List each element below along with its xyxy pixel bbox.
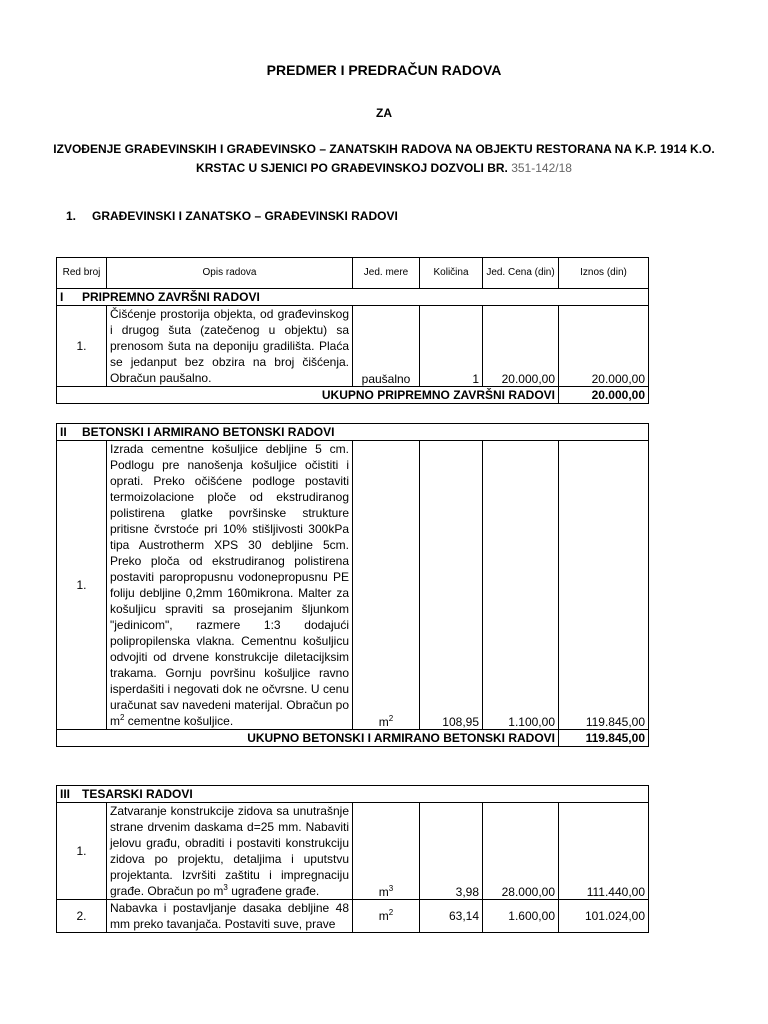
description-end: ugrađene građe. [227, 884, 320, 898]
row-quantity: 3,98 [420, 803, 483, 900]
header-jed-cena: Jed. Cena (din) [483, 258, 559, 289]
permit-number: 351-142/18 [511, 161, 572, 175]
table-betonski [56, 423, 649, 747]
row-number: 1. [57, 306, 107, 387]
row-unit-price: 1.100,00 [483, 441, 559, 730]
section-roman: II [60, 425, 67, 439]
row-unit-price: 20.000,00 [483, 306, 559, 387]
row-quantity: 108,95 [420, 441, 483, 730]
description-line-1: IZVOĐENJE GRAĐEVINSKIH I GRAĐEVINSKO – ZANATSKIH RADOVA NA OBJEKTU RESTORANA NA K.P. 1914 K.O. [53, 142, 715, 156]
section-roman: III [60, 787, 71, 801]
row-unit: paušalno [353, 306, 420, 387]
section-row [57, 424, 649, 441]
row-quantity: 1 [420, 306, 483, 387]
unit-superscript: 2 [388, 714, 394, 723]
superscript: 3 [223, 883, 228, 892]
total-label: UKUPNO BETONSKI I ARMIRANO BETONSKI RADOVI [57, 730, 559, 747]
total-label: UKUPNO PRIPREMNO ZAVRŠNI RADOVI [57, 387, 559, 404]
row-description: Nabavka i postavljanje dasaka debljine 48 mm preko tavanjača. Postaviti suve, prave [107, 900, 353, 933]
document-title: PREDMER I PREDRAČUN RADOVA [266, 62, 502, 78]
row-description: Čišćenje prostorija objekta, od građevinskog i drugog šuta (zatečenog u objektu) sa prenosom šuta na deponiju gradilišta. Plaća se jedanput bez obzira na broj čišćenja. Obračun paušalno. [107, 306, 353, 387]
section-title: GRAĐEVINSKI I ZANATSKO – GRAĐEVINSKI RADOVI [92, 209, 398, 223]
table-tesarski [56, 785, 649, 933]
section-row [57, 786, 649, 803]
row-unit-price: 28.000,00 [483, 803, 559, 900]
table-pripremno [56, 257, 649, 404]
unit-text: m [378, 909, 389, 923]
table-row [57, 306, 649, 387]
section-roman: I [60, 290, 64, 304]
header-jed-mere: Jed. mere [353, 258, 420, 289]
unit-superscript: 2 [388, 908, 394, 917]
row-amount: 101.024,00 [559, 900, 649, 933]
table-header-row [57, 258, 649, 289]
row-amount: 111.440,00 [559, 803, 649, 900]
row-unit-price: 1.600,00 [483, 900, 559, 933]
header-iznos: Iznos (din) [559, 258, 649, 289]
row-number: 2. [57, 900, 107, 933]
header-red-broj: Red broj [57, 258, 107, 289]
total-amount: 20.000,00 [559, 387, 649, 404]
section-row [57, 289, 649, 306]
row-unit [353, 803, 420, 900]
header-kolicina: Količina [420, 258, 483, 289]
document-description [0, 140, 768, 178]
row-description [107, 803, 353, 900]
row-unit [353, 441, 420, 730]
unit-superscript: 3 [388, 884, 394, 893]
section-heading [66, 209, 398, 223]
row-quantity: 63,14 [420, 900, 483, 933]
unit-text: m [378, 885, 389, 899]
row-amount: 20.000,00 [559, 306, 649, 387]
description-end: cementne košuljice. [124, 714, 234, 728]
section-number: 1. [66, 209, 77, 223]
superscript: 2 [120, 713, 125, 722]
table-row [57, 441, 649, 730]
section-name: PRIPREMNO ZAVRŠNI RADOVI [82, 290, 260, 304]
header-opis-radova: Opis radova [107, 258, 353, 289]
row-number: 1. [57, 803, 107, 900]
table-row [57, 900, 649, 933]
total-row [57, 730, 649, 747]
row-description [107, 441, 353, 730]
document-subtitle: ZA [376, 106, 392, 120]
row-number: 1. [57, 441, 107, 730]
total-amount: 119.845,00 [559, 730, 649, 747]
section-name: TESARSKI RADOVI [82, 787, 193, 801]
description-line-2: KRSTAC U SJENICI PO GRAĐEVINSKOJ DOZVOLI BR. [196, 161, 508, 175]
row-unit [353, 900, 420, 933]
table-row [57, 803, 649, 900]
total-row [57, 387, 649, 404]
row-amount: 119.845,00 [559, 441, 649, 730]
description-text: Izrada cementne košuljice debljine 5 cm. Podlogu pre nanošenja košuljice očistiti i oprati. Preko očišćene podloge postaviti termoizolacione ploče od ekstrudiranog polistirena glatke površinske strukture pritisne čvrstoće pri 10% stišljivosti 300kPa tipa Austrotherm XPS 30 debljine 5cm. Preko ploča od ekstrudiranog polistirena postaviti paropropusnu vodonepropusnu PE foliju debljine 0,2mm 160mikrona. Malter za košuljicu spraviti sa prosejanim šljunkom "jedinicom", razmere 1:3 dodajući polipropilenska vlakna. Cementnu košuljicu odvojiti od drvene konstrukcije diletacijksim trakama. Gornju površinu košuljice ravno isperdašiti i negovati dok ne očvrsne. U cenu uračunat sav navedeni materijal. Obračun po m [110, 442, 349, 728]
unit-text: m [378, 715, 389, 729]
section-name: BETONSKI I ARMIRANO BETONSKI RADOVI [82, 425, 335, 439]
description-text: Zatvaranje konstrukcije zidova sa unutrašnje strane drvenim daskama d=25 mm. Nabaviti jelovu građu, obraditi i postaviti konstrukciju zidova po projektu, detaljima i uputstvu projektanta. Izvršiti zaštitu i impregnaciju građe. Obračun po m [110, 804, 349, 898]
